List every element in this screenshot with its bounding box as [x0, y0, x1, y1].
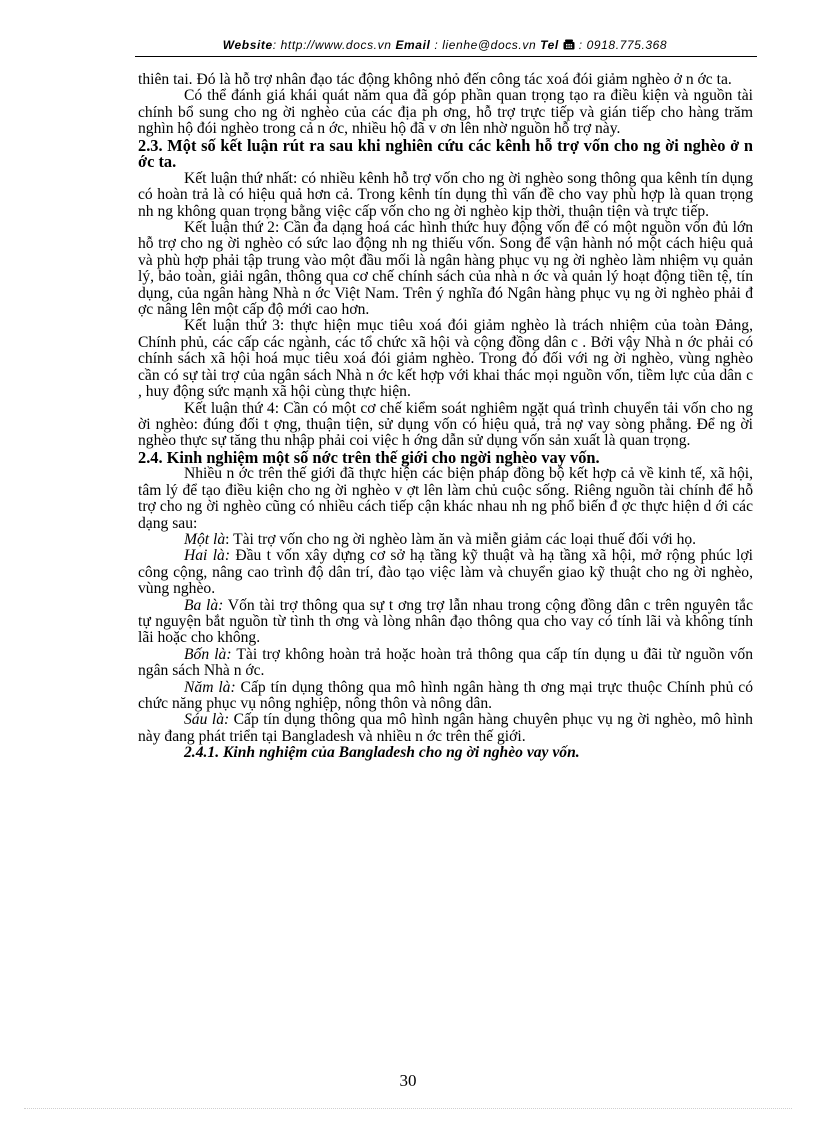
list-item-1	[138, 532, 753, 548]
subsection-heading-2-4-1: 2.4.1. Kinh nghiệm của Bangladesh cho ng ời nghèo vay vốn.	[184, 744, 580, 762]
document-body	[138, 72, 753, 762]
website-value: : http://www.docs.vn	[272, 38, 396, 52]
conclusion-1: Kết luận thứ nhất: có nhiều kênh hỗ trợ vốn cho ng ời nghèo song thông qua kênh tín dụng có hoàn trả là có hiệu quả hơn cả. Trong kênh tín dụng thì vấn đề cho vay phù hợp là quan trọng nh ng không quan trọng bằng việc cấp vốn cho ng ời nghèo kịp thời, thuận tiện và trực tiếp.	[138, 169, 753, 220]
list-item-2	[138, 548, 753, 597]
page-header	[135, 38, 755, 53]
website-label: Website	[222, 38, 273, 52]
header-divider	[135, 56, 757, 57]
list-lead-1: Một là	[184, 530, 226, 548]
section-heading-2-3: 2.3. Một số kết luận rút ra sau khi nghiên cứu các kênh hỗ trợ vốn cho ng ời nghèo ở n ớc ta.	[138, 135, 753, 172]
paragraph-2: Có thể đánh giá khái quát năm qua đã góp phần quan trọng tạo ra điều kiện và nguồn tài chính bổ sung cho ng ời nghèo của các địa ph ơng, hỗ trợ trực tiếp và gián tiếp cho hàng trăm nghìn hộ đói nghèo trong cả n ớc, nhiều hộ đã v ơn lên nhờ nguồn hỗ trợ này.	[138, 87, 753, 138]
list-text-3: Vốn tài trợ thông qua sự t ơng trợ lẫn nhau trong cộng đồng dân c trên nguyên tắc tự nguyện bắt nguồn từ tình th ơng và lòng nhân đạo thông qua cho vay có tính lãi và không tính lãi hoặc cho không.	[138, 596, 753, 647]
conclusion-4: Kết luận thứ 4: Cần có một cơ chế kiểm soát nghiêm ngặt quá trình chuyển tải vốn cho ng ời nghèo: đúng đối t ợng, thuận tiện, sử dụng vốn có hiệu quả, trả nợ vay sòng phẳng. Để ng ời nghèo thực sự tăng thu nhập phải coi việc h ớng dẫn sử dụng vốn sản xuất là quan trọng.	[138, 399, 753, 450]
list-lead-6: Sáu là:	[184, 711, 230, 729]
list-lead-4: Bốn là:	[184, 645, 232, 663]
list-text-6: Cấp tín dụng thông qua mô hình ngân hàng chuyên phục vụ ng ời nghèo, mô hình này đang phát triển tại Bangladesh và nhiều n ớc trên thế giới.	[138, 711, 753, 745]
phone-icon	[563, 39, 575, 53]
list-text-2: Đầu t vốn xây dựng cơ sở hạ tầng kỹ thuật và hạ tầng xã hội, mở rộng phúc lợi công cộng, nâng cao trình độ dân trí, đào tạo việc làm và chuyển giao kỹ thuật cho ng ời nghèo, vùng nghèo.	[138, 547, 753, 598]
email-label: Email	[395, 38, 431, 52]
list-item-6	[138, 712, 753, 745]
list-text-5: Cấp tín dụng thông qua mô hình ngân hàng th ơng mại trực thuộc Chính phủ có chức năng phục vụ nông nghiệp, nông thôn và nông dân.	[138, 678, 753, 712]
tel-label: Tel	[540, 38, 559, 52]
list-text-4: Tài trợ không hoàn trả hoặc hoàn trả thông qua cấp tín dụng u đãi từ nguồn vốn ngân sách Nhà n ớc.	[138, 645, 753, 680]
list-lead-2: Hai là:	[184, 547, 231, 565]
paragraph-1: thiên tai. Đó là hỗ trợ nhân đạo tác động không nhỏ đến công tác xoá đói giảm nghèo ở n ớc ta.	[138, 71, 732, 88]
footer-divider	[24, 1108, 792, 1109]
paragraph-intro: Nhiều n ớc trên thế giới đã thực hiện các biện pháp đồng bộ kết hợp cả về kinh tế, xã hội, tâm lý để tạo điều kiện cho ng ời nghèo v ợt lên làm chủ cuộc sống. Riêng nguồn tài chính để hỗ trợ cho ng ời nghèo cũng có nhiều cách tiếp cận khác nhau nh ng phổ biến đ ợc thực hiện d ới các dạng sau:	[138, 465, 753, 532]
conclusion-2: Kết luận thứ 2: Cần đa dạng hoá các hình thức huy động vốn để có một nguồn vốn đủ lớn hỗ trợ cho ng ời nghèo có sức lao động nh ng thiếu vốn. Song để vận hành nó một cách hiệu quả và phù hợp phải tập trung vào một đầu mối là ngân hàng phục vụ ng ời nghèo làm nhiệm vụ quản lý, bảo toàn, giải ngân, thông qua cơ chế chính sách của nhà n ớc và quản lý hoạt động tiền tệ, tín dụng, của ngân hàng Nhà n ớc Việt Nam. Trên ý nghĩa đó Ngân hàng phục vụ ng ời nghèo phải đ ợc nâng lên một cấp độ mới cao hơn.	[138, 219, 753, 319]
section-heading-2-4: 2.4. Kinh nghiệm một số nớc trên thế giới cho ngời nghèo vay vốn.	[138, 447, 600, 467]
list-item-5	[138, 680, 753, 713]
list-text-1: : Tài trợ vốn cho ng ời nghèo làm ăn và miễn giảm các loại thuế đối với họ.	[225, 530, 697, 548]
list-item-4	[138, 647, 753, 680]
tel-value: : 0918.775.368	[574, 38, 668, 52]
list-lead-3: Ba là:	[184, 596, 224, 614]
email-value: : lienhe@docs.vn	[430, 38, 541, 52]
list-item-3	[138, 598, 753, 647]
list-lead-5: Năm là:	[184, 678, 236, 696]
page-number: 30	[399, 1071, 417, 1090]
conclusion-3: Kết luận thứ 3: thực hiện mục tiêu xoá đói giảm nghèo là trách nhiệm của toàn Đảng, Chính phủ, các cấp các ngành, các tổ chức xã hội và cộng đồng dân c . Bởi vậy Nhà n ớc phải có chính sách xã hội hoá mục tiêu xoá đói giảm nghèo. Trong đó đối với ng ời nghèo, vùng nghèo cần có sự tài trợ của ngân sách Nhà n ớc kết hợp với khai thác mọi nguồn vốn, tiềm lực của dân c , huy động sức mạnh xã hội cùng thực hiện.	[138, 317, 753, 401]
